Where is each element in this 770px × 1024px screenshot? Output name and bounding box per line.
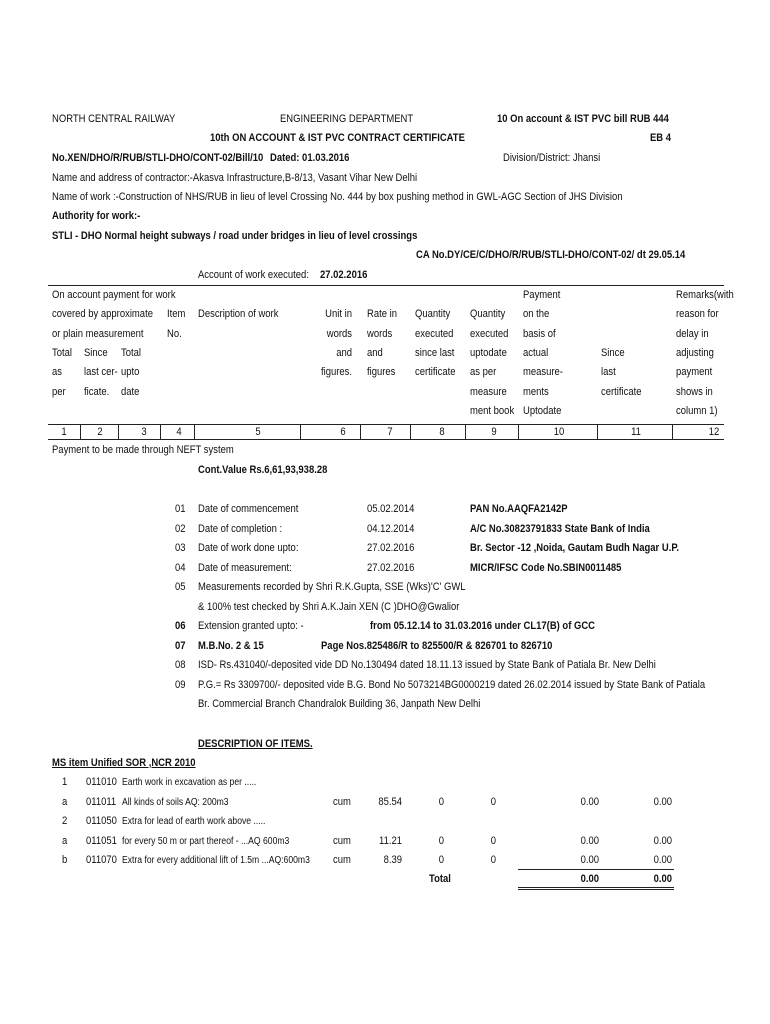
detail-label: Date of measurement: bbox=[198, 562, 292, 574]
contract-value: Cont.Value Rs.6,61,93,938.28 bbox=[198, 464, 328, 476]
total-label: Total bbox=[429, 873, 451, 885]
col1-as: as bbox=[52, 366, 62, 378]
colnum-1: 1 bbox=[61, 426, 67, 438]
col1-upto: upto bbox=[121, 366, 140, 378]
item-qty-since: 0 bbox=[438, 835, 444, 847]
total-bottom-rule bbox=[518, 887, 674, 888]
ca-number: CA No.DY/CE/C/DHO/R/RUB/STLI-DHO/CONT-02/ dt 29.05.14 bbox=[416, 249, 686, 261]
colnum-12: 12 bbox=[708, 426, 720, 438]
col1-total: Total bbox=[52, 347, 72, 359]
mb-pages: Page Nos.825486/R to 825500/R & 826701 to 826710 bbox=[321, 640, 553, 652]
item-desc: for every 50 m or part thereof - ...AQ 600m3 bbox=[122, 836, 290, 847]
col-remarks-6: shows in bbox=[676, 386, 713, 398]
col-qtyupto-3: uptodate bbox=[470, 347, 507, 359]
authority-label: Authority for work:- bbox=[52, 210, 141, 222]
certificate-title: 10th ON ACCOUNT & IST PVC CONTRACT CERTIFICATE bbox=[210, 132, 465, 144]
col-item: Item bbox=[167, 308, 186, 320]
col-rate-3: and bbox=[367, 347, 383, 359]
detail-no: 01 bbox=[175, 503, 186, 515]
detail-no: 07 bbox=[175, 640, 186, 652]
col-divider bbox=[160, 424, 161, 439]
col-payment-1: Payment bbox=[523, 289, 561, 301]
item-since-last: 0.00 bbox=[653, 854, 672, 866]
col1-lastcer: last cer- bbox=[84, 366, 118, 378]
detail-no: 09 bbox=[175, 679, 186, 691]
col-unit-2: words bbox=[326, 328, 352, 340]
form-number: EB 4 bbox=[650, 132, 672, 144]
col-rate-4: figures bbox=[367, 366, 396, 378]
item-qty-upto: 0 bbox=[490, 854, 496, 866]
detail-side: PAN No.AAQFA2142P bbox=[470, 503, 568, 515]
col-payment-5: measure- bbox=[523, 366, 563, 378]
col-rate-2: words bbox=[367, 328, 393, 340]
col-remarks-1: Remarks(with bbox=[676, 289, 734, 301]
detail-no: 08 bbox=[175, 659, 186, 671]
col-qtyupto-1: Quantity bbox=[470, 308, 506, 320]
col1-per: per bbox=[52, 386, 66, 398]
work-name: Name of work :-Construction of NHS/RUB in lieu of level Crossing No. 444 by box pushing method in GWL-AGC Section of JHS Division bbox=[52, 191, 623, 203]
detail-no: 03 bbox=[175, 542, 186, 554]
col-divider bbox=[360, 424, 361, 439]
item-rate: 11.21 bbox=[379, 835, 402, 847]
col1-line1: On account payment for work bbox=[52, 289, 176, 301]
item-desc: Earth work in excavation as per ..... bbox=[122, 777, 257, 788]
detail-no: 04 bbox=[175, 562, 186, 574]
ms-heading: MS item Unified SOR ,NCR 2010 bbox=[52, 757, 196, 769]
item-rate: 85.54 bbox=[378, 796, 402, 808]
col-remarks-5: payment bbox=[676, 366, 713, 378]
item-sl: 1 bbox=[62, 776, 68, 788]
col-since-3: certificate bbox=[601, 386, 642, 398]
header-top-rule bbox=[48, 285, 724, 286]
col-qtyexec-3: since last bbox=[415, 347, 455, 359]
item-unit: cum bbox=[333, 835, 351, 847]
col-divider bbox=[118, 424, 119, 439]
col-divider bbox=[410, 424, 411, 439]
measurement-checked: & 100% test checked by Shri A.K.Jain XEN (C )DHO@Gwalior bbox=[198, 601, 460, 613]
total-since-last: 0.00 bbox=[653, 873, 672, 885]
col-unit-3: and bbox=[336, 347, 352, 359]
measurement-recorded: Measurements recorded by Shri R.K.Gupta, SSE (Wks)'C' GWL bbox=[198, 581, 466, 593]
col-payment-2: on the bbox=[523, 308, 550, 320]
colnum-4: 4 bbox=[176, 426, 182, 438]
colnum-3: 3 bbox=[141, 426, 147, 438]
col-divider bbox=[465, 424, 466, 439]
col-remarks-7: column 1) bbox=[676, 405, 718, 417]
col-remarks-3: delay in bbox=[676, 328, 709, 340]
item-desc: Extra for every additional lift of 1.5m ...AQ:600m3 bbox=[122, 855, 310, 866]
total-double-rule bbox=[518, 889, 674, 890]
detail-label: Date of work done upto: bbox=[198, 542, 299, 554]
column-numbers-rule bbox=[48, 439, 724, 440]
item-sl: a bbox=[62, 796, 68, 808]
item-code: 011010 bbox=[86, 776, 117, 788]
col-unit-1: Unit in bbox=[325, 308, 352, 320]
item-qty-since: 0 bbox=[438, 796, 444, 808]
col1-date: date bbox=[121, 386, 140, 398]
extension-label: Extension granted upto: - bbox=[198, 620, 304, 632]
bill-title: 10 On account & IST PVC bill RUB 444 bbox=[497, 113, 669, 125]
item-payment: 0.00 bbox=[580, 854, 599, 866]
detail-value: 04.12.2014 bbox=[367, 523, 415, 535]
items-heading: DESCRIPTION OF ITEMS. bbox=[198, 738, 313, 750]
mb-number: M.B.No. 2 & 15 bbox=[198, 640, 264, 652]
col1-line2: covered by approximate bbox=[52, 308, 153, 320]
header-bottom-rule bbox=[48, 424, 724, 425]
col-qtyexec-1: Quantity bbox=[415, 308, 451, 320]
col-payment-4: actual bbox=[523, 347, 549, 359]
col-unit-4: figures. bbox=[320, 366, 352, 378]
col-qtyupto-2: executed bbox=[470, 328, 509, 340]
reference-number: No.XEN/DHO/R/RUB/STLI-DHO/CONT-02/Bill/10 bbox=[52, 152, 264, 164]
colnum-5: 5 bbox=[255, 426, 261, 438]
col-payment-6: ments bbox=[523, 386, 549, 398]
col-divider bbox=[597, 424, 598, 439]
colnum-6: 6 bbox=[340, 426, 346, 438]
detail-label: Date of completion : bbox=[198, 523, 283, 535]
item-code: 011050 bbox=[86, 815, 117, 827]
detail-side: A/C No.30823791833 State Bank of India bbox=[470, 523, 650, 535]
detail-side: MICR/IFSC Code No.SBIN0011485 bbox=[470, 562, 622, 574]
account-date: 27.02.2016 bbox=[320, 269, 368, 281]
col-description: Description of work bbox=[198, 308, 279, 320]
colnum-10: 10 bbox=[553, 426, 565, 438]
contractor-details: Name and address of contractor:-Akasva Infrastructure,B-8/13, Vasant Vihar New Delhi bbox=[52, 172, 418, 184]
col-divider bbox=[300, 424, 301, 439]
col-divider bbox=[672, 424, 673, 439]
col-payment-3: basis of bbox=[523, 328, 556, 340]
item-rate: 8.39 bbox=[383, 854, 402, 866]
account-label: Account of work executed: bbox=[198, 269, 309, 281]
extension-value: from 05.12.14 to 31.03.2016 under CL17(B) of GCC bbox=[370, 620, 596, 632]
department-name: ENGINEERING DEPARTMENT bbox=[280, 113, 414, 125]
railway-name: NORTH CENTRAL RAILWAY bbox=[52, 113, 176, 125]
reference-date: Dated: 01.03.2016 bbox=[270, 152, 350, 164]
detail-value: 05.02.2014 bbox=[367, 503, 415, 515]
col-divider bbox=[80, 424, 81, 439]
col-qtyupto-4: as per bbox=[470, 366, 497, 378]
total-top-rule bbox=[518, 869, 674, 870]
item-code: 011011 bbox=[86, 796, 117, 808]
colnum-2: 2 bbox=[97, 426, 103, 438]
item-qty-upto: 0 bbox=[490, 796, 496, 808]
item-sl: a bbox=[62, 835, 68, 847]
col1-since: Since bbox=[84, 347, 108, 359]
detail-label: Date of commencement bbox=[198, 503, 299, 515]
col1-total2: Total bbox=[121, 347, 141, 359]
col-since-2: last bbox=[601, 366, 616, 378]
colnum-8: 8 bbox=[439, 426, 445, 438]
item-desc: All kinds of soils AQ: 200m3 bbox=[122, 797, 229, 808]
authority-text: STLI - DHO Normal height subways / road under bridges in lieu of level crossings bbox=[52, 230, 418, 242]
detail-no: 02 bbox=[175, 523, 186, 535]
detail-value: 27.02.2016 bbox=[367, 562, 415, 574]
item-code: 011070 bbox=[86, 854, 117, 866]
detail-no: 05 bbox=[175, 581, 186, 593]
col1-ficate: ficate. bbox=[84, 386, 110, 398]
item-since-last: 0.00 bbox=[653, 835, 672, 847]
col-remarks-2: reason for bbox=[676, 308, 719, 320]
isd-deposit: ISD- Rs.431040/-deposited vide DD No.130494 dated 18.11.13 issued by State Bank of Patiala Br. New Delhi bbox=[198, 659, 656, 671]
detail-side: Br. Sector -12 ,Noida, Gautam Budh Nagar U.P. bbox=[470, 542, 680, 554]
col-rate-1: Rate in bbox=[367, 308, 397, 320]
colnum-9: 9 bbox=[491, 426, 497, 438]
colnum-7: 7 bbox=[387, 426, 393, 438]
pg-deposit: P.G.= Rs 3309700/- deposited vide B.G. Bond No 5073214BG0000219 dated 26.02.2014 issued by State Bank of Patiala bbox=[198, 679, 706, 691]
col-divider bbox=[194, 424, 195, 439]
col-qtyupto-5: measure bbox=[470, 386, 507, 398]
col-since-1: Since bbox=[601, 347, 625, 359]
item-sl: 2 bbox=[62, 815, 68, 827]
item-payment: 0.00 bbox=[580, 796, 599, 808]
item-qty-since: 0 bbox=[438, 854, 444, 866]
col-qtyupto-6: ment book bbox=[470, 405, 515, 417]
col-remarks-4: adjusting bbox=[676, 347, 714, 359]
total-payment: 0.00 bbox=[580, 873, 599, 885]
col-qtyexec-4: certificate bbox=[415, 366, 456, 378]
colnum-11: 11 bbox=[631, 426, 641, 438]
col-divider bbox=[518, 424, 519, 439]
col-qtyexec-2: executed bbox=[415, 328, 454, 340]
detail-no: 06 bbox=[175, 620, 186, 632]
item-code: 011051 bbox=[86, 835, 117, 847]
col-item-no: No. bbox=[167, 328, 182, 340]
payment-note: Payment to be made through NEFT system bbox=[52, 444, 234, 456]
pg-branch: Br. Commercial Branch Chandralok Building 36, Janpath New Delhi bbox=[198, 698, 481, 710]
item-unit: cum bbox=[333, 796, 351, 808]
col1-line3: or plain measurement bbox=[52, 328, 144, 340]
item-unit: cum bbox=[333, 854, 351, 866]
item-payment: 0.00 bbox=[580, 835, 599, 847]
detail-value: 27.02.2016 bbox=[367, 542, 415, 554]
item-sl: b bbox=[62, 854, 68, 866]
item-qty-upto: 0 bbox=[490, 835, 496, 847]
col-payment-7: Uptodate bbox=[523, 405, 562, 417]
item-desc: Extra for lead of earth work above ..... bbox=[122, 816, 266, 827]
item-since-last: 0.00 bbox=[653, 796, 672, 808]
division-district: Division/District: Jhansi bbox=[503, 152, 601, 164]
